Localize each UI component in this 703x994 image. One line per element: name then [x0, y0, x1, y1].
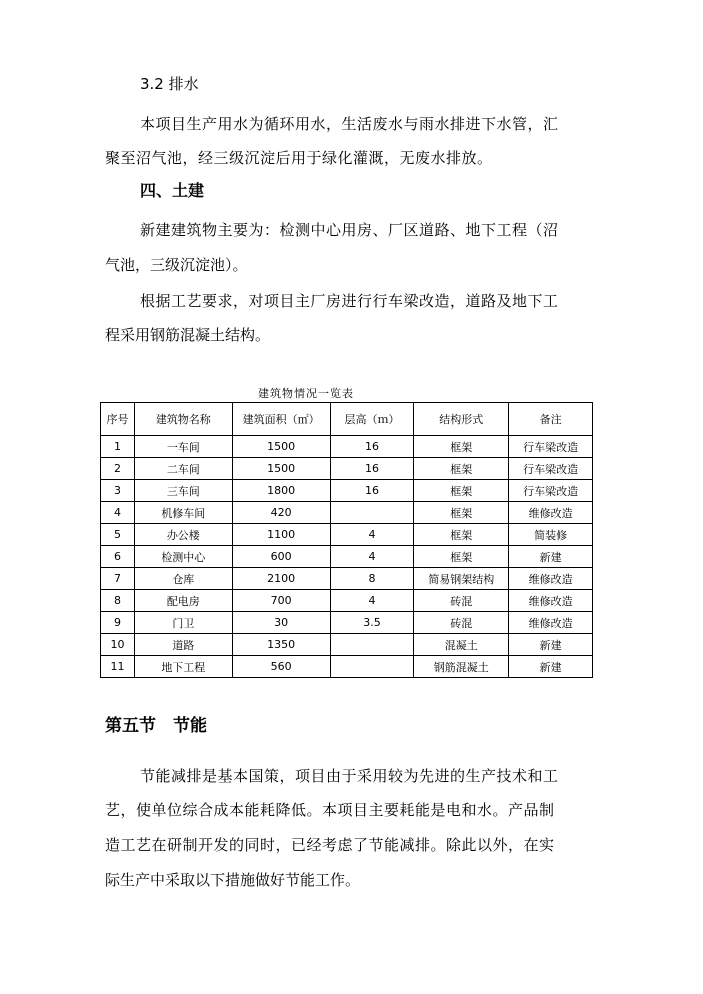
- table-row: [101, 634, 593, 656]
- cell-area: 2100: [232, 568, 330, 590]
- cell-index: 7: [101, 568, 135, 590]
- cell-index: 3: [101, 480, 135, 502]
- cell-floor-height: 16: [330, 458, 414, 480]
- cell-structure: 钢筋混凝土: [414, 656, 509, 678]
- cell-floor-height: 16: [330, 436, 414, 458]
- cell-floor-height: [330, 502, 414, 524]
- cell-remarks: 简装修: [509, 524, 593, 546]
- section-5-line2: 艺，使单位综合成本能耗降低。本项目主要耗能是电和水。产品制: [105, 801, 555, 819]
- cell-building-name: 二车间: [134, 458, 232, 480]
- cell-remarks: 维修改造: [509, 590, 593, 612]
- table-row: [101, 458, 593, 480]
- cell-structure: 简易钢架结构: [414, 568, 509, 590]
- cell-remarks: 新建: [509, 656, 593, 678]
- cell-structure: 框架: [414, 524, 509, 546]
- section-3-2-line2: 聚至沼气池，经三级沉淀后用于绿化灌溉，无废水排放。: [105, 149, 493, 167]
- cell-index: 9: [101, 612, 135, 634]
- cell-remarks: 行车梁改造: [509, 480, 593, 502]
- table-row: [101, 436, 593, 458]
- table-row: [101, 568, 593, 590]
- section-4-para2-line2: 程采用钢筋混凝土结构。: [105, 326, 271, 344]
- table-row: [101, 480, 593, 502]
- header-structure: 结构形式: [414, 403, 509, 436]
- header-building-name: 建筑物名称: [134, 403, 232, 436]
- cell-building-name: 道路: [134, 634, 232, 656]
- cell-structure: 框架: [414, 546, 509, 568]
- section-4-para2-line1: 根据工艺要求，对项目主厂房进行行车梁改造，道路及地下工: [140, 292, 559, 310]
- cell-index: 5: [101, 524, 135, 546]
- cell-structure: 框架: [414, 502, 509, 524]
- cell-remarks: 新建: [509, 546, 593, 568]
- section-4-para1-line2: 气池，三级沉淀池）。: [105, 256, 248, 274]
- table-row: [101, 524, 593, 546]
- cell-floor-height: 16: [330, 480, 414, 502]
- cell-building-name: 门卫: [134, 612, 232, 634]
- cell-building-name: 配电房: [134, 590, 232, 612]
- cell-remarks: 维修改造: [509, 568, 593, 590]
- cell-area: 1350: [232, 634, 330, 656]
- cell-building-name: 检测中心: [134, 546, 232, 568]
- cell-remarks: 新建: [509, 634, 593, 656]
- cell-building-name: 一车间: [134, 436, 232, 458]
- cell-area: 1800: [232, 480, 330, 502]
- section-3-2-heading: 3.2 排水: [140, 75, 199, 93]
- cell-structure: 砖混: [414, 590, 509, 612]
- table-caption: 建筑物情况一览表: [258, 387, 354, 400]
- header-area: 建筑面积（㎡）: [232, 403, 330, 436]
- cell-building-name: 仓库: [134, 568, 232, 590]
- cell-floor-height: 4: [330, 524, 414, 546]
- cell-index: 10: [101, 634, 135, 656]
- cell-remarks: 行车梁改造: [509, 458, 593, 480]
- cell-building-name: 办公楼: [134, 524, 232, 546]
- cell-area: 30: [232, 612, 330, 634]
- table-row: [101, 546, 593, 568]
- section-5-heading: 第五节 节能: [105, 716, 207, 736]
- cell-area: 1500: [232, 458, 330, 480]
- section-3-2-line1: 本项目生产用水为循环用水，生活废水与雨水排进下水管，汇: [140, 115, 559, 133]
- section-4-heading: 四、土建: [140, 181, 205, 200]
- table-row: [101, 590, 593, 612]
- cell-floor-height: [330, 634, 414, 656]
- cell-area: 600: [232, 546, 330, 568]
- cell-building-name: 机修车间: [134, 502, 232, 524]
- table-row: [101, 656, 593, 678]
- cell-floor-height: 3.5: [330, 612, 414, 634]
- cell-index: 6: [101, 546, 135, 568]
- cell-structure: 混凝土: [414, 634, 509, 656]
- cell-floor-height: 8: [330, 568, 414, 590]
- header-floor-height: 层高（ｍ）: [330, 403, 414, 436]
- cell-structure: 框架: [414, 458, 509, 480]
- cell-area: 560: [232, 656, 330, 678]
- cell-building-name: 三车间: [134, 480, 232, 502]
- table-row: [101, 502, 593, 524]
- header-remarks: 备注: [509, 403, 593, 436]
- section-5-line4: 际生产中采取以下措施做好节能工作。: [105, 871, 361, 889]
- cell-area: 1100: [232, 524, 330, 546]
- cell-area: 420: [232, 502, 330, 524]
- cell-area: 700: [232, 590, 330, 612]
- cell-floor-height: [330, 656, 414, 678]
- table-row: [101, 612, 593, 634]
- cell-structure: 砖混: [414, 612, 509, 634]
- section-5-line3: 造工艺在研制开发的同时，已经考虑了节能减排。除此以外，在实: [105, 836, 555, 854]
- table-header-row: [101, 403, 593, 436]
- cell-remarks: 维修改造: [509, 612, 593, 634]
- cell-index: 8: [101, 590, 135, 612]
- cell-area: 1500: [232, 436, 330, 458]
- cell-index: 4: [101, 502, 135, 524]
- cell-floor-height: 4: [330, 546, 414, 568]
- header-index: 序号: [101, 403, 135, 436]
- cell-building-name: 地下工程: [134, 656, 232, 678]
- section-4-para1-line1: 新建建筑物主要为：检测中心用房、厂区道路、地下工程（沼: [140, 221, 559, 239]
- cell-remarks: 行车梁改造: [509, 436, 593, 458]
- section-5-line1: 节能减排是基本国策，项目由于采用较为先进的生产技术和工: [140, 767, 559, 785]
- cell-remarks: 维修改造: [509, 502, 593, 524]
- building-table: [100, 402, 593, 678]
- cell-index: 1: [101, 436, 135, 458]
- cell-structure: 框架: [414, 480, 509, 502]
- cell-index: 11: [101, 656, 135, 678]
- cell-floor-height: 4: [330, 590, 414, 612]
- cell-index: 2: [101, 458, 135, 480]
- cell-structure: 框架: [414, 436, 509, 458]
